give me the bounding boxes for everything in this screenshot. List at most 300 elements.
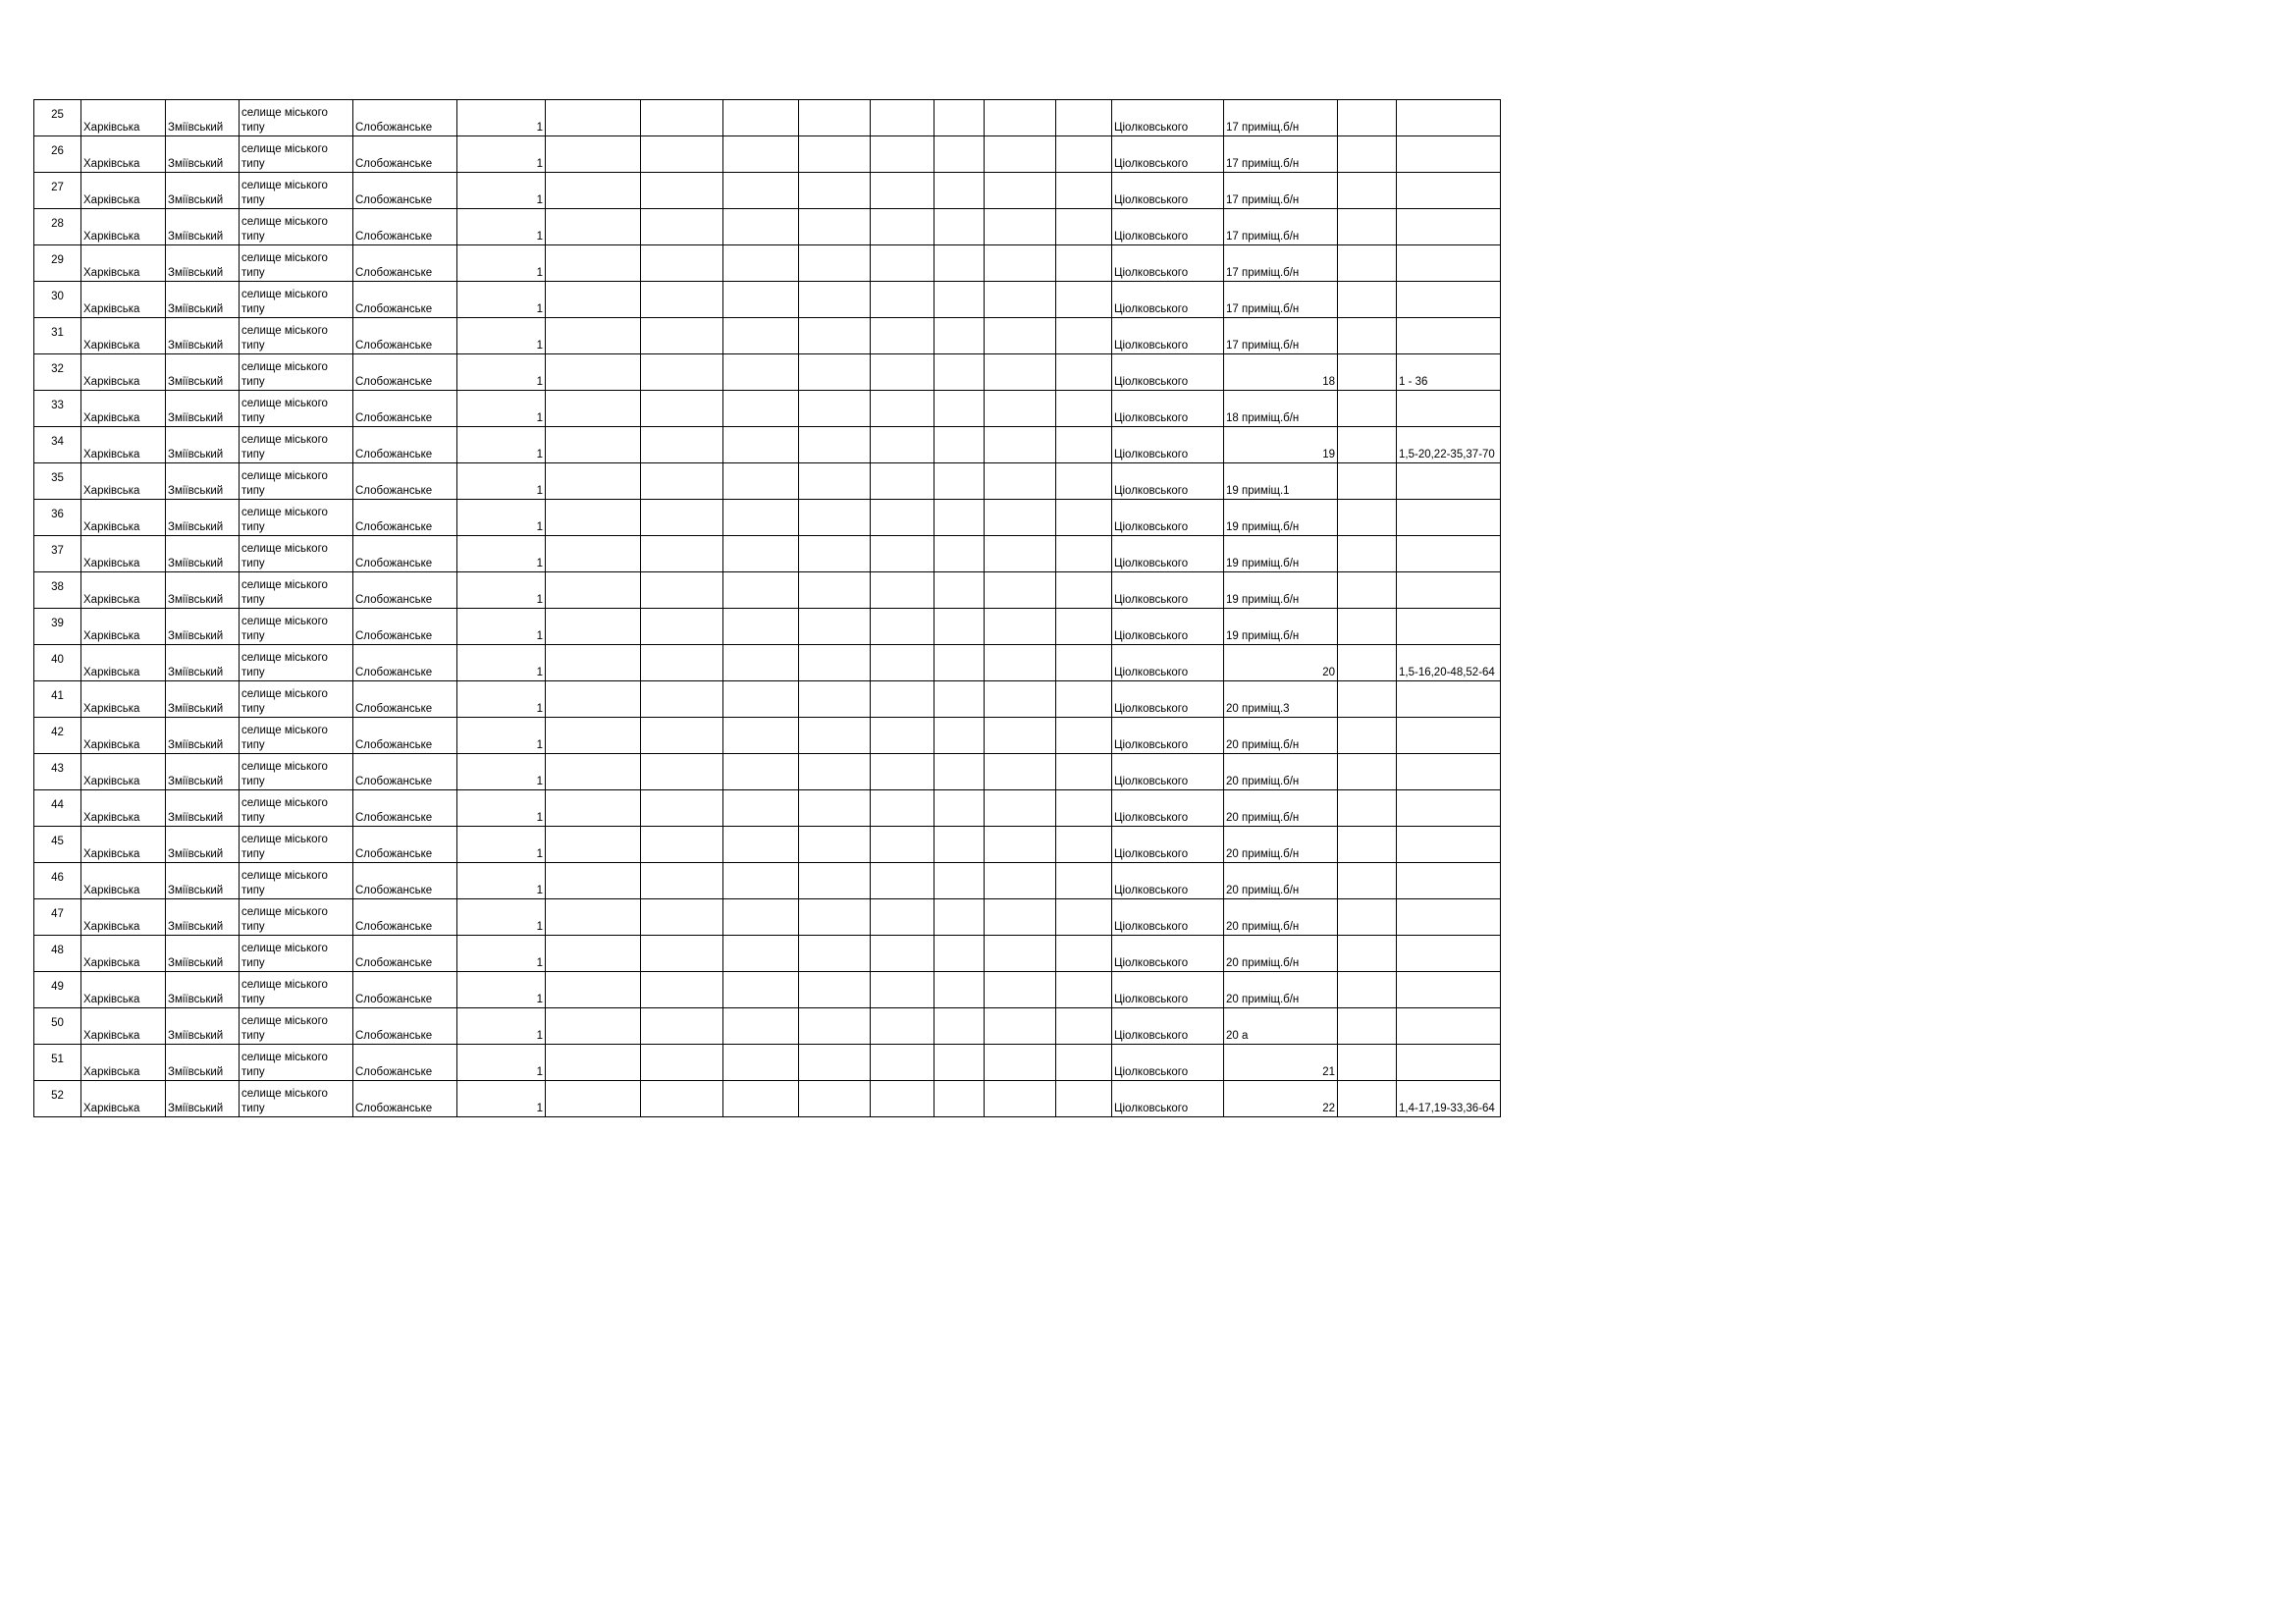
empty-cell (1056, 645, 1112, 681)
empty-cell (799, 899, 871, 936)
count-cell: 1 (457, 681, 546, 718)
empty-cell (934, 754, 985, 790)
empty-cell (1056, 282, 1112, 318)
empty-cell (985, 209, 1056, 245)
row-number-cell: 26 (34, 136, 81, 173)
building-cell: 17 приміщ.б/н (1224, 245, 1338, 282)
empty-cell (723, 245, 799, 282)
region-cell: Харківська (81, 718, 166, 754)
district-cell: Зміївський (166, 427, 240, 463)
empty-cell (1338, 136, 1397, 173)
empty-cell (985, 427, 1056, 463)
district-cell: Зміївський (166, 245, 240, 282)
street-cell: Ціолковського (1112, 609, 1224, 645)
table-row (34, 536, 1501, 572)
empty-cell (1338, 500, 1397, 536)
settlement-type-cell: селище міського типу (240, 282, 353, 318)
table-row (34, 391, 1501, 427)
empty-cell (934, 463, 985, 500)
table-row (34, 136, 1501, 173)
apartments-cell (1397, 173, 1501, 209)
empty-cell (934, 1008, 985, 1045)
street-cell: Ціолковського (1112, 318, 1224, 354)
district-cell: Зміївський (166, 790, 240, 827)
settlement-type-cell: селище міського типу (240, 827, 353, 863)
empty-cell (799, 972, 871, 1008)
empty-cell (641, 899, 723, 936)
empty-cell (799, 100, 871, 136)
count-cell: 1 (457, 863, 546, 899)
empty-cell (1338, 1045, 1397, 1081)
table-row (34, 827, 1501, 863)
empty-cell (723, 173, 799, 209)
table-row (34, 1045, 1501, 1081)
row-number-cell: 43 (34, 754, 81, 790)
settlement-cell: Слобожанське (353, 754, 457, 790)
settlement-type-cell: селище міського типу (240, 936, 353, 972)
empty-cell (985, 536, 1056, 572)
empty-cell (641, 463, 723, 500)
row-number-cell: 29 (34, 245, 81, 282)
count-cell: 1 (457, 100, 546, 136)
empty-cell (934, 318, 985, 354)
settlement-cell: Слобожанське (353, 827, 457, 863)
empty-cell (934, 1045, 985, 1081)
empty-cell (641, 209, 723, 245)
empty-cell (723, 1081, 799, 1117)
empty-cell (546, 1008, 641, 1045)
street-cell: Ціолковського (1112, 427, 1224, 463)
district-cell: Зміївський (166, 681, 240, 718)
empty-cell (1338, 354, 1397, 391)
table-row (34, 318, 1501, 354)
building-cell: 20 приміщ.б/н (1224, 718, 1338, 754)
empty-cell (1056, 754, 1112, 790)
region-cell: Харківська (81, 609, 166, 645)
settlement-type-cell: селище міського типу (240, 899, 353, 936)
apartments-cell (1397, 827, 1501, 863)
empty-cell (641, 245, 723, 282)
street-cell: Ціолковського (1112, 718, 1224, 754)
empty-cell (985, 173, 1056, 209)
building-cell: 17 приміщ.б/н (1224, 209, 1338, 245)
apartments-cell (1397, 500, 1501, 536)
settlement-type-cell: селище міського типу (240, 209, 353, 245)
empty-cell (934, 609, 985, 645)
empty-cell (799, 1081, 871, 1117)
district-cell: Зміївський (166, 827, 240, 863)
empty-cell (1056, 391, 1112, 427)
empty-cell (723, 1045, 799, 1081)
empty-cell (871, 100, 934, 136)
empty-cell (1056, 209, 1112, 245)
empty-cell (641, 863, 723, 899)
empty-cell (871, 972, 934, 1008)
empty-cell (546, 209, 641, 245)
empty-cell (985, 1008, 1056, 1045)
row-number-cell: 42 (34, 718, 81, 754)
count-cell: 1 (457, 209, 546, 245)
empty-cell (1338, 173, 1397, 209)
district-cell: Зміївський (166, 463, 240, 500)
empty-cell (723, 391, 799, 427)
count-cell: 1 (457, 899, 546, 936)
row-number-cell: 45 (34, 827, 81, 863)
count-cell: 1 (457, 354, 546, 391)
empty-cell (641, 282, 723, 318)
empty-cell (799, 1045, 871, 1081)
empty-cell (723, 827, 799, 863)
settlement-type-cell: селище міського типу (240, 136, 353, 173)
row-number-cell: 30 (34, 282, 81, 318)
apartments-cell (1397, 863, 1501, 899)
empty-cell (871, 173, 934, 209)
empty-cell (723, 1008, 799, 1045)
region-cell: Харківська (81, 536, 166, 572)
count-cell: 1 (457, 1008, 546, 1045)
empty-cell (799, 354, 871, 391)
apartments-cell (1397, 972, 1501, 1008)
empty-cell (799, 536, 871, 572)
empty-cell (871, 572, 934, 609)
empty-cell (799, 391, 871, 427)
empty-cell (799, 936, 871, 972)
street-cell: Ціолковського (1112, 572, 1224, 609)
table-row (34, 863, 1501, 899)
empty-cell (723, 899, 799, 936)
apartments-cell (1397, 899, 1501, 936)
empty-cell (723, 209, 799, 245)
settlement-type-cell: селище міського типу (240, 463, 353, 500)
empty-cell (934, 718, 985, 754)
apartments-cell: 1,5-16,20-48,52-64 (1397, 645, 1501, 681)
apartments-cell: 1 - 36 (1397, 354, 1501, 391)
street-cell: Ціолковського (1112, 790, 1224, 827)
region-cell: Харківська (81, 391, 166, 427)
empty-cell (871, 136, 934, 173)
settlement-type-cell: селище міського типу (240, 609, 353, 645)
street-cell: Ціолковського (1112, 754, 1224, 790)
empty-cell (934, 536, 985, 572)
settlement-cell: Слобожанське (353, 318, 457, 354)
empty-cell (1338, 463, 1397, 500)
street-cell: Ціолковського (1112, 536, 1224, 572)
empty-cell (799, 572, 871, 609)
count-cell: 1 (457, 136, 546, 173)
empty-cell (934, 681, 985, 718)
table-row (34, 500, 1501, 536)
empty-cell (723, 572, 799, 609)
empty-cell (1056, 463, 1112, 500)
apartments-cell (1397, 100, 1501, 136)
region-cell: Харківська (81, 572, 166, 609)
empty-cell (1056, 572, 1112, 609)
region-cell: Харківська (81, 245, 166, 282)
apartments-cell (1397, 136, 1501, 173)
district-cell: Зміївський (166, 282, 240, 318)
empty-cell (985, 572, 1056, 609)
empty-cell (546, 863, 641, 899)
table-row (34, 936, 1501, 972)
settlement-cell: Слобожанське (353, 173, 457, 209)
row-number-cell: 33 (34, 391, 81, 427)
empty-cell (546, 173, 641, 209)
row-number-cell: 49 (34, 972, 81, 1008)
apartments-cell (1397, 1008, 1501, 1045)
settlement-cell: Слобожанське (353, 209, 457, 245)
street-cell: Ціолковського (1112, 972, 1224, 1008)
empty-cell (871, 936, 934, 972)
district-cell: Зміївський (166, 173, 240, 209)
building-cell: 22 (1224, 1081, 1338, 1117)
empty-cell (546, 282, 641, 318)
building-cell: 20 а (1224, 1008, 1338, 1045)
table-row (34, 681, 1501, 718)
row-number-cell: 51 (34, 1045, 81, 1081)
building-cell: 20 приміщ.б/н (1224, 827, 1338, 863)
building-cell: 19 приміщ.1 (1224, 463, 1338, 500)
empty-cell (799, 863, 871, 899)
table-row (34, 790, 1501, 827)
empty-cell (1056, 790, 1112, 827)
empty-cell (723, 463, 799, 500)
region-cell: Харківська (81, 282, 166, 318)
empty-cell (985, 718, 1056, 754)
empty-cell (871, 354, 934, 391)
region-cell: Харківська (81, 318, 166, 354)
empty-cell (934, 572, 985, 609)
empty-cell (1056, 827, 1112, 863)
empty-cell (871, 718, 934, 754)
apartments-cell (1397, 463, 1501, 500)
empty-cell (871, 790, 934, 827)
building-cell: 18 (1224, 354, 1338, 391)
empty-cell (871, 427, 934, 463)
district-cell: Зміївський (166, 1081, 240, 1117)
empty-cell (1056, 173, 1112, 209)
empty-cell (934, 354, 985, 391)
settlement-cell: Слобожанське (353, 790, 457, 827)
empty-cell (1338, 718, 1397, 754)
empty-cell (546, 245, 641, 282)
empty-cell (934, 863, 985, 899)
settlement-cell: Слобожанське (353, 681, 457, 718)
settlement-cell: Слобожанське (353, 463, 457, 500)
empty-cell (799, 427, 871, 463)
empty-cell (934, 972, 985, 1008)
table-row (34, 645, 1501, 681)
empty-cell (641, 754, 723, 790)
empty-cell (985, 863, 1056, 899)
district-cell: Зміївський (166, 318, 240, 354)
row-number-cell: 48 (34, 936, 81, 972)
region-cell: Харківська (81, 500, 166, 536)
building-cell: 20 приміщ.б/н (1224, 790, 1338, 827)
count-cell: 1 (457, 463, 546, 500)
region-cell: Харківська (81, 1008, 166, 1045)
region-cell: Харківська (81, 827, 166, 863)
district-cell: Зміївський (166, 972, 240, 1008)
street-cell: Ціолковського (1112, 936, 1224, 972)
empty-cell (641, 972, 723, 1008)
empty-cell (1056, 500, 1112, 536)
empty-cell (934, 936, 985, 972)
empty-cell (641, 318, 723, 354)
empty-cell (723, 790, 799, 827)
table-row (34, 282, 1501, 318)
empty-cell (985, 245, 1056, 282)
apartments-cell (1397, 572, 1501, 609)
empty-cell (1338, 318, 1397, 354)
building-cell: 19 приміщ.б/н (1224, 572, 1338, 609)
empty-cell (934, 282, 985, 318)
empty-cell (871, 245, 934, 282)
empty-cell (546, 536, 641, 572)
settlement-cell: Слобожанське (353, 100, 457, 136)
street-cell: Ціолковського (1112, 173, 1224, 209)
settlement-type-cell: селище міського типу (240, 718, 353, 754)
empty-cell (1338, 754, 1397, 790)
count-cell: 1 (457, 427, 546, 463)
row-number-cell: 50 (34, 1008, 81, 1045)
building-cell: 20 приміщ.б/н (1224, 936, 1338, 972)
empty-cell (546, 463, 641, 500)
building-cell: 20 приміщ.б/н (1224, 899, 1338, 936)
empty-cell (723, 100, 799, 136)
empty-cell (934, 500, 985, 536)
empty-cell (546, 609, 641, 645)
empty-cell (799, 463, 871, 500)
empty-cell (641, 681, 723, 718)
empty-cell (546, 427, 641, 463)
building-cell: 21 (1224, 1045, 1338, 1081)
street-cell: Ціолковського (1112, 245, 1224, 282)
table-row (34, 718, 1501, 754)
empty-cell (723, 645, 799, 681)
empty-cell (871, 1045, 934, 1081)
empty-cell (1056, 1081, 1112, 1117)
district-cell: Зміївський (166, 1045, 240, 1081)
street-cell: Ціолковського (1112, 463, 1224, 500)
empty-cell (546, 391, 641, 427)
settlement-type-cell: селище міського типу (240, 354, 353, 391)
settlement-cell: Слобожанське (353, 500, 457, 536)
empty-cell (985, 936, 1056, 972)
empty-cell (871, 209, 934, 245)
table-row (34, 1008, 1501, 1045)
empty-cell (985, 282, 1056, 318)
count-cell: 1 (457, 572, 546, 609)
empty-cell (799, 718, 871, 754)
street-cell: Ціолковського (1112, 500, 1224, 536)
street-cell: Ціолковського (1112, 100, 1224, 136)
empty-cell (934, 827, 985, 863)
empty-cell (1338, 863, 1397, 899)
empty-cell (934, 391, 985, 427)
count-cell: 1 (457, 609, 546, 645)
empty-cell (985, 790, 1056, 827)
empty-cell (1338, 427, 1397, 463)
empty-cell (1056, 681, 1112, 718)
apartments-cell: 1,5-20,22-35,37-70 (1397, 427, 1501, 463)
settlement-type-cell: селище міського типу (240, 790, 353, 827)
empty-cell (546, 645, 641, 681)
table-row (34, 427, 1501, 463)
row-number-cell: 34 (34, 427, 81, 463)
empty-cell (546, 500, 641, 536)
row-number-cell: 47 (34, 899, 81, 936)
empty-cell (799, 318, 871, 354)
empty-cell (871, 645, 934, 681)
building-cell: 17 приміщ.б/н (1224, 136, 1338, 173)
street-cell: Ціолковського (1112, 681, 1224, 718)
empty-cell (985, 463, 1056, 500)
building-cell: 20 приміщ.3 (1224, 681, 1338, 718)
empty-cell (546, 681, 641, 718)
region-cell: Харківська (81, 863, 166, 899)
empty-cell (641, 936, 723, 972)
count-cell: 1 (457, 972, 546, 1008)
building-cell: 17 приміщ.б/н (1224, 100, 1338, 136)
region-cell: Харківська (81, 1081, 166, 1117)
table-row (34, 572, 1501, 609)
region-cell: Харківська (81, 645, 166, 681)
count-cell: 1 (457, 790, 546, 827)
building-cell: 19 приміщ.б/н (1224, 536, 1338, 572)
building-cell: 20 приміщ.б/н (1224, 863, 1338, 899)
empty-cell (723, 936, 799, 972)
empty-cell (1056, 609, 1112, 645)
empty-cell (1056, 536, 1112, 572)
table-row (34, 899, 1501, 936)
apartments-cell (1397, 681, 1501, 718)
district-cell: Зміївський (166, 863, 240, 899)
settlement-cell: Слобожанське (353, 899, 457, 936)
table-row (34, 972, 1501, 1008)
street-cell: Ціолковського (1112, 899, 1224, 936)
row-number-cell: 41 (34, 681, 81, 718)
empty-cell (1338, 645, 1397, 681)
settlement-cell: Слобожанське (353, 645, 457, 681)
apartments-cell: 1,4-17,19-33,36-64 (1397, 1081, 1501, 1117)
settlement-type-cell: селище міського типу (240, 972, 353, 1008)
empty-cell (546, 754, 641, 790)
empty-cell (641, 427, 723, 463)
empty-cell (723, 972, 799, 1008)
settlement-cell: Слобожанське (353, 863, 457, 899)
apartments-cell (1397, 282, 1501, 318)
empty-cell (546, 572, 641, 609)
building-cell: 20 приміщ.б/н (1224, 972, 1338, 1008)
building-cell: 20 приміщ.б/н (1224, 754, 1338, 790)
street-cell: Ціолковського (1112, 863, 1224, 899)
empty-cell (1338, 100, 1397, 136)
empty-cell (934, 245, 985, 282)
empty-cell (799, 790, 871, 827)
empty-cell (985, 972, 1056, 1008)
street-cell: Ціолковського (1112, 827, 1224, 863)
empty-cell (723, 136, 799, 173)
district-cell: Зміївський (166, 936, 240, 972)
empty-cell (546, 827, 641, 863)
empty-cell (1056, 136, 1112, 173)
district-cell: Зміївський (166, 645, 240, 681)
empty-cell (723, 536, 799, 572)
row-number-cell: 28 (34, 209, 81, 245)
empty-cell (871, 827, 934, 863)
empty-cell (934, 427, 985, 463)
settlement-type-cell: селище міського типу (240, 173, 353, 209)
